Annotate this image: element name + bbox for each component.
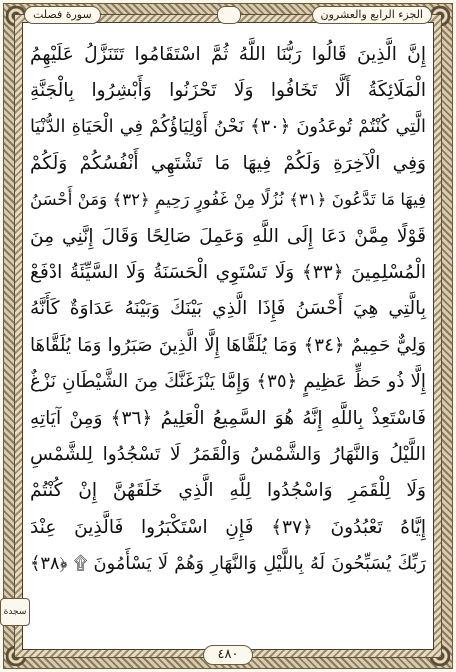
text-line: اللَّيْلُ وَالنَّهَارُ وَالشَّمْسُ وَالْقَمَرُ لَا تَسْجُدُوا لِلشَّمْسِ [30, 443, 426, 465]
page-number: ٤٨٠ [203, 645, 254, 665]
text-line: الَّتِي كُنْتُمْ تُوعَدُونَ ﴿٣٠﴾ نَحْنُ أَوْلِيَاؤُكُمْ فِي الْحَيَاةِ الدُّنْيَا [30, 116, 426, 138]
text-line: الْمُسْلِمِينَ ﴿٣٣﴾ وَلَا تَسْتَوِي الْحَسَنَةُ وَلَا السَّيِّئَةُ ادْفَعْ [30, 262, 426, 284]
text-line: إِيَّاهُ تَعْبُدُونَ ﴿٣٧﴾ فَإِنِ اسْتَكْبَرُوا فَالَّذِينَ عِنْدَ [30, 516, 426, 538]
text-line: فِيهَا مَا تَدَّعُونَ ﴿٣١﴾ نُزُلًا مِنْ غَفُورٍ رَحِيمٍ ﴿٣٢﴾ وَمَنْ أَحْسَنُ [30, 190, 427, 210]
surah-label: سورة فصلت [24, 6, 101, 24]
text-line: الْمَلَائِكَةُ أَلَّا تَخَافُوا وَلَا تَحْزَنُوا وَأَبْشِرُوا بِالْجَنَّةِ [30, 80, 426, 102]
quran-text [30, 36, 426, 612]
text-line: رَبِّكَ يُسَبِّحُونَ لَهُ بِاللَّيْلِ وَالنَّهَارِ وَهُمْ لَا يَسْأَمُونَ ۩ ﴿٣٨﴾ [30, 553, 426, 575]
text-line: إِنَّ الَّذِينَ قَالُوا رَبُّنَا اللَّهُ ثُمَّ اسْتَقَامُوا تَتَنَزَّلُ عَلَيْهِمُ [30, 43, 426, 65]
text-line: وَلِيٌّ حَمِيمٌ ﴿٣٤﴾ وَمَا يُلَقَّاهَا إِلَّا الَّذِينَ صَبَرُوا وَمَا يُلَقَّاهَا [30, 334, 426, 356]
text-line: بِالَّتِي هِيَ أَحْسَنُ فَإِذَا الَّذِي بَيْنَكَ وَبَيْنَهُ عَدَاوَةٌ كَأَنَّهُ [30, 298, 426, 320]
page-header [24, 4, 432, 26]
text-line: وَلَا لِلْقَمَرِ وَاسْجُدُوا لِلَّهِ الَّذِي خَلَقَهُنَّ إِنْ كُنْتُمْ [30, 480, 426, 502]
page-footer [0, 644, 456, 666]
sajdah-marker [0, 598, 30, 626]
text-line: قَوْلًا مِمَّنْ دَعَا إِلَى اللَّهِ وَعَمِلَ صَالِحًا وَقَالَ إِنَّنِي مِنَ [30, 225, 426, 247]
text-line: فَاسْتَعِذْ بِاللَّهِ إِنَّهُ هُوَ السَّمِيعُ الْعَلِيمُ ﴿٣٦﴾ وَمِنْ آيَاتِهِ [30, 407, 426, 429]
sajdah-label: سجدة [3, 607, 27, 617]
juz-label: الجزء الرابع والعشرون [312, 6, 433, 24]
text-line: إِلَّا ذُو حَظٍّ عَظِيمٍ ﴿٣٥﴾ وَإِمَّا يَنْزَغَنَّكَ مِنَ الشَّيْطَانِ نَزْغٌ [30, 371, 426, 393]
text-line: وَفِي الْآخِرَةِ وَلَكُمْ فِيهَا مَا تَشْتَهِي أَنْفُسُكُمْ وَلَكُمْ [30, 152, 426, 174]
header-ornament-icon [217, 6, 241, 24]
